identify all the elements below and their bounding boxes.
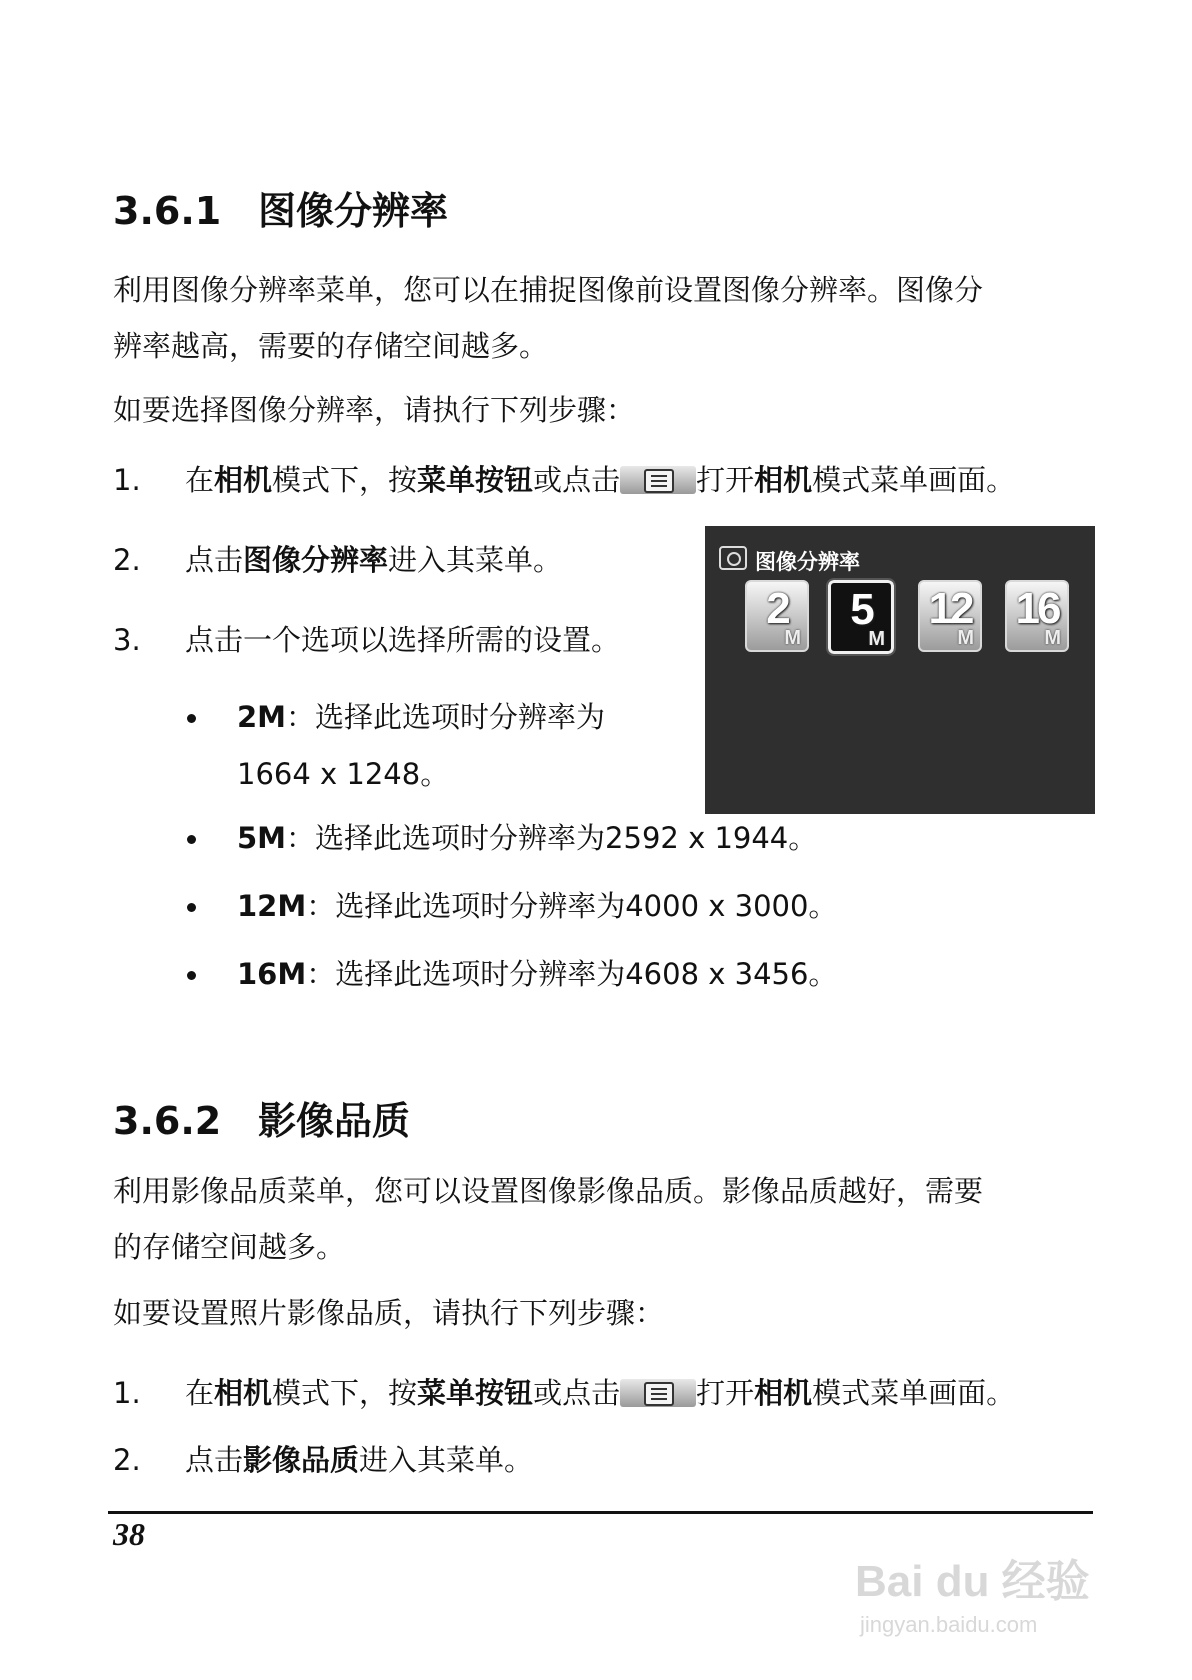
step-number: 2. [113, 543, 141, 577]
footer-rule [108, 1511, 1093, 1514]
section-heading-3-6-2 [113, 1090, 410, 1145]
bullet-dot [187, 714, 196, 723]
paragraph-line: 利用影像品质菜单，您可以设置图像影像品质。影像品质越好，需要 [113, 1174, 984, 1208]
list-item-text: 1664 x 1248。 [237, 757, 450, 791]
list-item-text: 2M：选择此选项时分辨率为 [237, 700, 606, 734]
step-number: 1. [113, 1376, 141, 1410]
section-title: 图像分辨率 [258, 189, 449, 233]
step-1 [113, 1373, 1103, 1413]
step-text: 点击图像分辨率进入其菜单。 [185, 543, 563, 577]
bullet-dot [187, 835, 196, 844]
section-title: 影像品质 [258, 1099, 411, 1143]
paragraph [113, 1163, 983, 1275]
resolution-option-2m[interactable]: 2 M [745, 580, 809, 652]
screen-title: 图像分辨率 [755, 550, 860, 574]
list-item-text: 12M：选择此选项时分辨率为4000 x 3000。 [237, 889, 838, 923]
paragraph-line: 辨率越高，需要的存储空间越多。 [113, 329, 549, 363]
step-text: 在相机模式下，按菜单按钮或点击 打开相机模式菜单画面。 [185, 1376, 1016, 1410]
resolution-option-5m[interactable]: 5 M [828, 580, 894, 654]
step-text: 在相机模式下，按菜单按钮或点击 打开相机模式菜单画面。 [185, 463, 1016, 497]
step-1 [113, 460, 1103, 500]
section-number: 3.6.2 [113, 1099, 222, 1143]
page-number: 38 [113, 1516, 145, 1552]
paragraph [113, 262, 983, 374]
menu-icon[interactable] [620, 1379, 696, 1407]
section-number: 3.6.1 [113, 189, 222, 233]
bullet-dot [187, 971, 196, 980]
list-item-text: 16M：选择此选项时分辨率为4608 x 3456。 [237, 957, 838, 991]
list-item [187, 697, 667, 793]
step-text: 点击影像品质进入其菜单。 [185, 1443, 534, 1477]
paragraph: 如要选择图像分辨率，请执行下列步骤： [113, 393, 636, 427]
resolution-option-16m[interactable]: 16 M [1005, 580, 1069, 652]
list-item [187, 886, 987, 926]
watermark-logo: Bai du 经验 [855, 1557, 1090, 1606]
step-text: 点击一个选项以选择所需的设置。 [185, 623, 621, 657]
step-number: 1. [113, 463, 141, 497]
step-number: 2. [113, 1443, 141, 1477]
list-item [187, 954, 987, 994]
paragraph: 如要设置照片影像品质，请执行下列步骤： [113, 1296, 665, 1330]
watermark-url: jingyan.baidu.com [860, 1612, 1038, 1637]
camera-menu-screen [705, 526, 1095, 814]
menu-icon[interactable] [620, 466, 696, 494]
step-3 [113, 620, 653, 660]
list-item-text: 5M：选择此选项时分辨率为2592 x 1944。 [237, 821, 818, 855]
step-2 [113, 1440, 813, 1480]
paragraph-line: 利用图像分辨率菜单，您可以在捕捉图像前设置图像分辨率。图像分 [113, 273, 984, 307]
step-2 [113, 540, 653, 580]
resolution-option-12m[interactable]: 12 M [918, 580, 982, 652]
list-item [187, 818, 987, 858]
section-heading-3-6-1 [113, 180, 448, 235]
camera-icon [719, 546, 747, 570]
bullet-dot [187, 903, 196, 912]
step-number: 3. [113, 623, 141, 657]
paragraph-line: 的存储空间越多。 [113, 1230, 346, 1264]
